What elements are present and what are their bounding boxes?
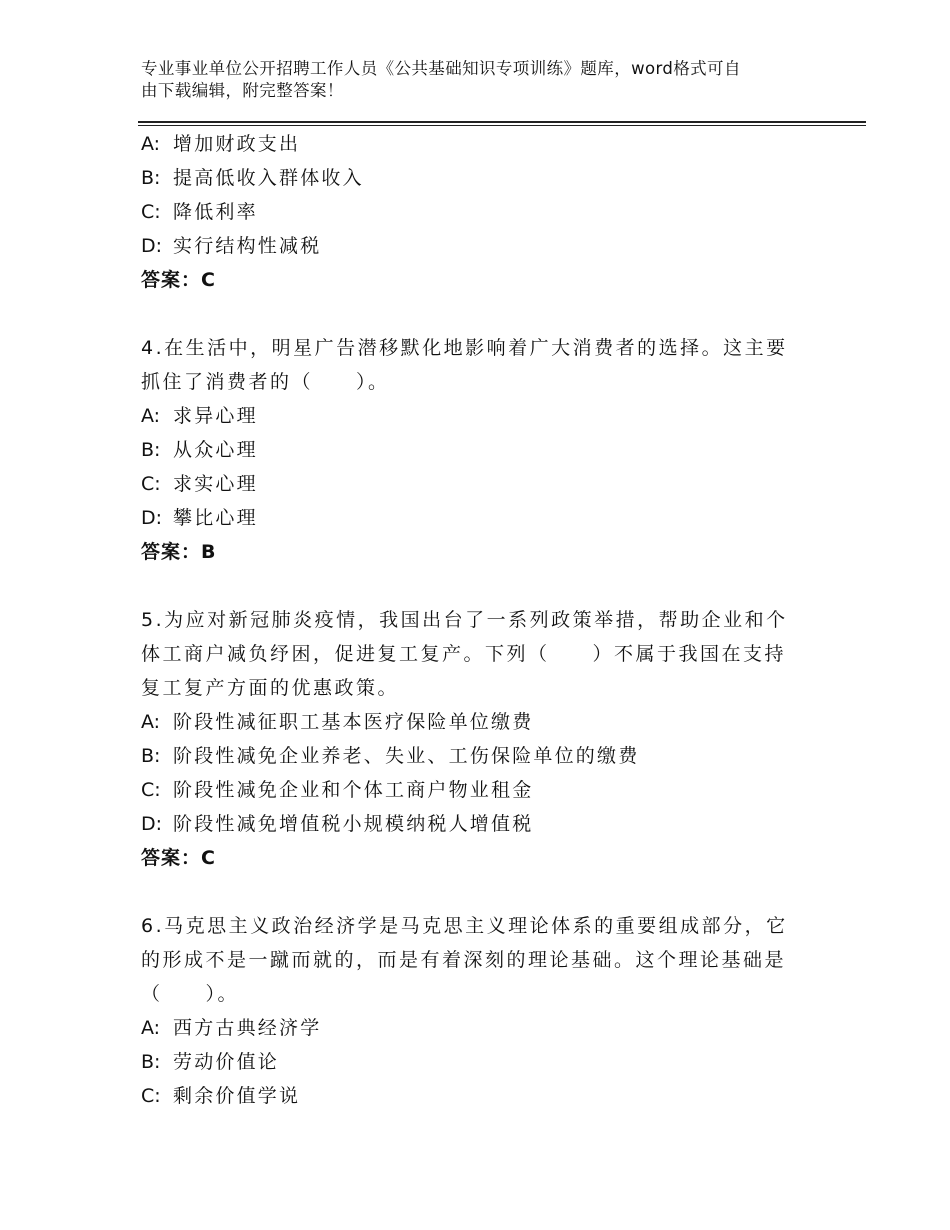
question-4 (141, 331, 801, 569)
question-6 (141, 909, 801, 1113)
question-stem: 4.在生活中，明星广告潜移默化地影响着广大消费者的选择。这主要 抓住了消费者的（ ）。 (141, 337, 788, 393)
answer: 答案：C (141, 847, 216, 869)
option-c: C: 阶段性减免企业和个体工商户物业租金 (141, 779, 534, 801)
question-list (141, 127, 801, 1113)
option-d: D: 阶段性减免增值税小规模纳税人增值税 (141, 813, 534, 835)
option-a: A: 求异心理 (141, 405, 258, 427)
question-stem: 6.马克思主义政治经济学是马克思主义理论体系的重要组成部分，它 的形成不是一蹴而就的，而是有着深刻的理论基础。这个理论基础是 （ ）。 (141, 915, 788, 1005)
option-b: B: 劳动价值论 (141, 1051, 280, 1073)
answer: 答案：C (141, 269, 216, 291)
option-c: C: 求实心理 (141, 473, 258, 495)
answer: 答案：B (141, 541, 217, 563)
option-b: B: 提高低收入群体收入 (141, 167, 364, 189)
option-c: C: 降低利率 (141, 201, 258, 223)
question-3 (141, 127, 801, 297)
option-d: D: 攀比心理 (141, 507, 258, 529)
header-line-1: 专业事业单位公开招聘工作人员《公共基础知识专项训练》题库，word格式可自 (141, 59, 741, 78)
option-a: A: 西方古典经济学 (141, 1017, 322, 1039)
option-a: A: 阶段性减征职工基本医疗保险单位缴费 (141, 711, 534, 733)
option-b: B: 从众心理 (141, 439, 258, 461)
option-d: D: 实行结构性减税 (141, 235, 322, 257)
header-rule-thick (138, 121, 866, 123)
header-rule-thin (138, 125, 866, 126)
option-b: B: 阶段性减免企业养老、失业、工伤保险单位的缴费 (141, 745, 640, 767)
question-stem: 5.为应对新冠肺炎疫情，我国出台了一系列政策举措，帮助企业和个 体工商户减负纾困，促进复工复产。下列（ ）不属于我国在支持 复工复产方面的优惠政策。 (141, 609, 788, 699)
option-c: C: 剩余价值学说 (141, 1085, 301, 1107)
header-line-2: 由下载编辑，附完整答案！ (141, 81, 344, 100)
question-5 (141, 603, 801, 875)
option-a: A: 增加财政支出 (141, 133, 301, 155)
document-header (141, 58, 821, 102)
